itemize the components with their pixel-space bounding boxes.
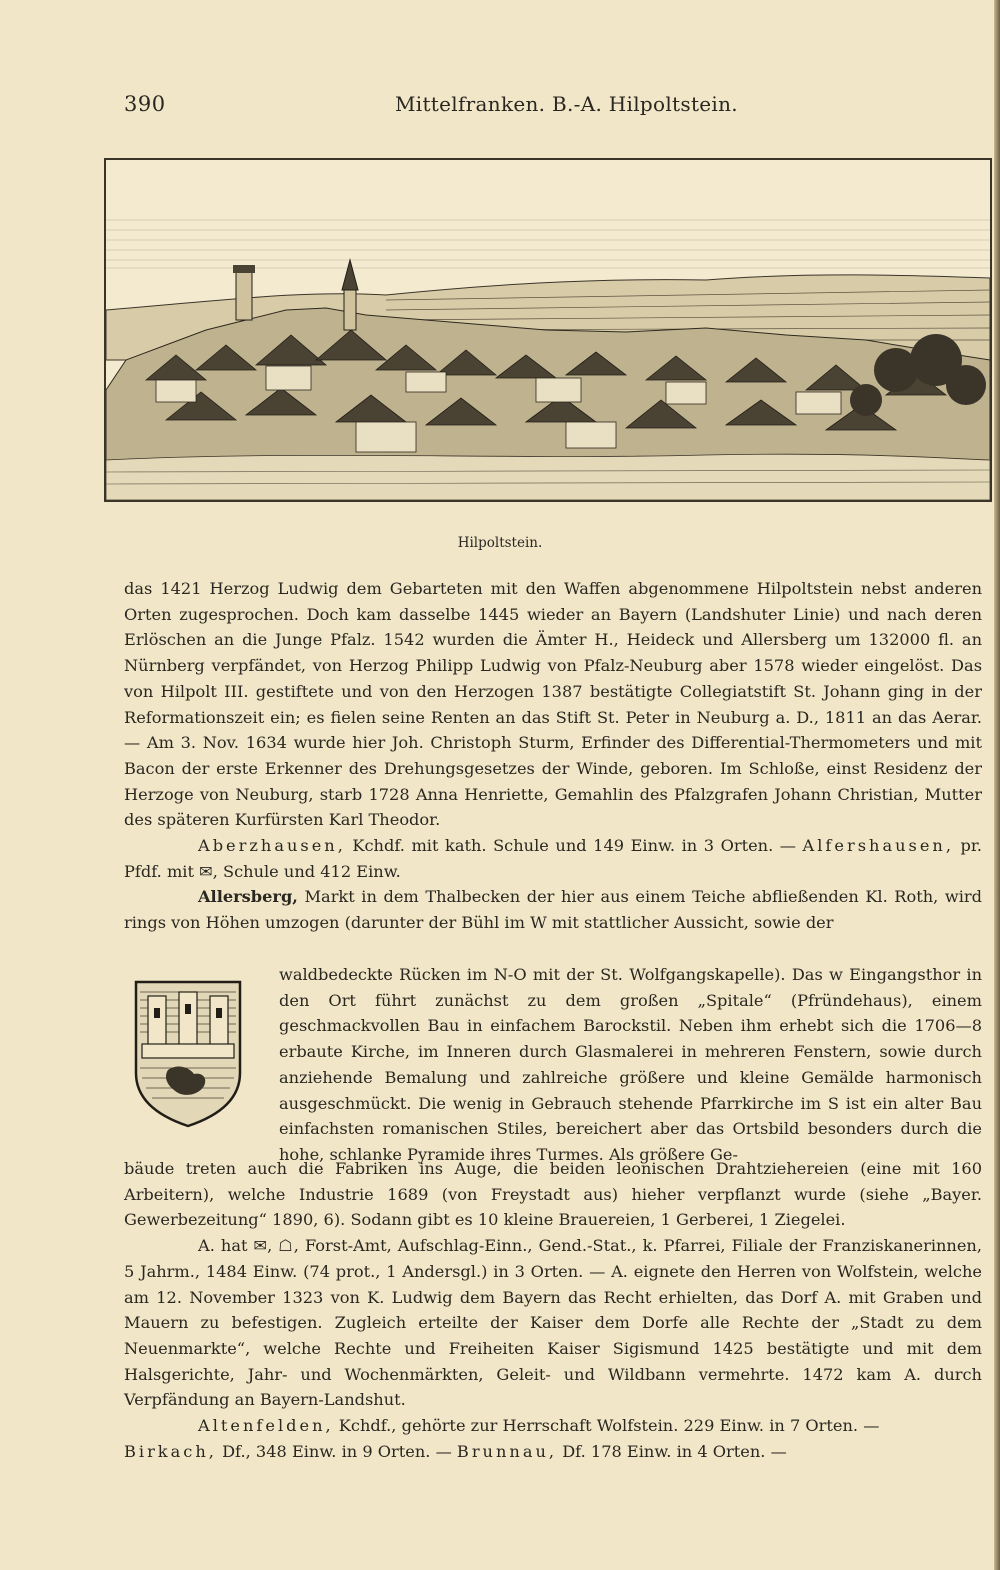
paragraph-altenfelden-text: Kchdf., gehörte zur Herrschaft Wolfstein. 229 Einw. in 7 Orten. — xyxy=(333,1416,880,1436)
paragraph-altenfelden xyxy=(124,1413,982,1439)
page-edge xyxy=(994,0,1000,1570)
paragraph-allersberg-facilities: A. hat ✉, ☖, Forst-Amt, Aufschlag-Einn., Gend.-Stat., k. Pfarrei, Filiale der Franziskanerinnen, 5 Jahrm., 1484 Einw. (74 prot., 1 Andersgl.) in 3 Orten. — A. eignete den Herren von Wolfstein, welche am 12. November 1323 von K. Ludwig dem Bayern das Recht erhielten, das Dorf A. mit Graben und Mauern zu befestigen. Zugleich erteilte der Kaiser dem Dorfe alle Rechte der „Stadt zu dem Neuenmarkte“, welche Rechte und Freiheiten Kaiser Sigismund 1425 bestätigte und mit dem Halsgerichte, Jahr- und Wochenmärkten, Geleit- und Wildbann vermehrte. 1472 kam A. durch Verpfändung an Bayern-Landshut. xyxy=(124,1236,982,1410)
place-name-allersberg: Allersberg, xyxy=(198,887,298,907)
paragraph-history: das 1421 Herzog Ludwig dem Gebarteten mit den Waffen abgenommene Hilpoltstein nebst anderen Orten zugesprochen. Doch kam dasselbe 1445 wieder an Bayern (Landshuter Linie) und nach deren Erlöschen an die Junge Pfalz. 1542 wurden die Ämter H., Heideck und Allersberg um 132000 fl. an Nürnberg verpfändet, von Herzog Philipp Ludwig von Pfalz-Neuburg aber 1578 wieder eingelöst. Das von Hilpolt III. gestiftete und von den Herzogen 1387 bestätigte Collegiatstift St. Johann ging in der Reformationszeit ein; es fielen seine Renten an das Stift St. Peter in Neuburg a. D., 1811 an das Aerar. — Am 3. Nov. 1634 wurde hier Joh. Christoph Sturm, Erfinder des Differential-Thermometers und mit Bacon der erste Erkenner des Drehungsgesetzes der Winde, geboren. Im Schloße, einst Residenz der Herzoge von Neuburg, starb 1728 Anna Henriette, Gemahlin des Pfalzgrafen Johann Christian, Mutter des späteren Kurfürsten Karl Theodor. xyxy=(124,579,982,830)
main-text-top xyxy=(124,576,982,936)
engraving-drawing xyxy=(106,160,990,500)
running-head: Mittelfranken. B.-A. Hilpoltstein. xyxy=(395,92,738,116)
paragraph-birkach-brunnau xyxy=(124,1439,982,1465)
place-name-birkach: Birkach, xyxy=(124,1441,217,1461)
paragraph-aberzhausen xyxy=(124,833,982,884)
page-number: 390 xyxy=(124,92,166,116)
paragraph-allersberg-wrapped: waldbedeckte Rücken im N-O mit der St. Wolfgangskapelle). Das w Eingangsthor in den Ort führt zunächst zu dem großen „Spitale“ (Pfründehaus), einem geschmackvollen Bau in einfachem Barockstil. Neben ihm erhebt sich die 1706—8 erbaute Kirche, im Inneren durch Glasmalerei in mehreren Fenstern, sowie durch anziehende Bemalung und zahlreiche größere und kleine Gemälde harmonisch ausgeschmückt. Die wenig in Gebrauch stehende Pfarrkirche im S ist ein alter Bau einfachsten romanischen Stiles, bereichert aber das Ortsbild besonders durch die hohe, schlanke Pyramide ihres Turmes. Als größere Ge- xyxy=(279,965,982,1164)
paragraph-allersberg-end: bäude treten auch die Fabriken ins Auge, die beiden leonischen Drahtziehereien (eine mit 160 Arbeitern), welche Industrie 1689 (von Freystadt aus) hieher verpflanzt wurde (siehe „Bayer. Gewerbezeitung“ 1890, 6). Sodann gibt es 10 kleine Brauereien, 1 Gerberei, 1 Ziegelei. xyxy=(124,1159,982,1230)
town-engraving xyxy=(104,158,992,502)
place-name-brunnau: Brunnau, xyxy=(456,1441,558,1461)
paragraph-alfershausen-text: pr. Pfdf. mit ✉, Schule und 412 Einw. xyxy=(124,836,982,881)
main-text-bottom xyxy=(124,1156,982,1464)
coat-of-arms-drawing xyxy=(132,978,244,1128)
paragraph-birkach-text: Df., 348 Einw. in 9 Orten. — xyxy=(216,1441,457,1461)
paragraph-allersberg-intro xyxy=(124,884,982,935)
paragraph-allersberg-intro-text: Markt in dem Thalbecken der hier aus einem Teiche abfließenden Kl. Roth, wird rings von Höhen umzogen (darunter der Bühl im W mit stattlicher Aussicht, sowie der xyxy=(124,887,982,933)
illustration-caption: Hilpoltstein. xyxy=(457,535,543,551)
main-text-wrapped xyxy=(279,962,982,1168)
place-name-alfershausen: Alfershausen, xyxy=(802,836,954,856)
place-name-altenfelden: Altenfelden, xyxy=(198,1416,334,1436)
paragraph-brunnau-text: Df. 178 Einw. in 4 Orten. — xyxy=(557,1441,787,1461)
coat-of-arms xyxy=(132,978,244,1128)
place-name-aberzhausen: Aberzhausen, xyxy=(198,836,346,856)
paragraph-aberzhausen-text: Kchdf. mit kath. Schule und 149 Einw. in 3 Orten. — xyxy=(345,836,803,856)
